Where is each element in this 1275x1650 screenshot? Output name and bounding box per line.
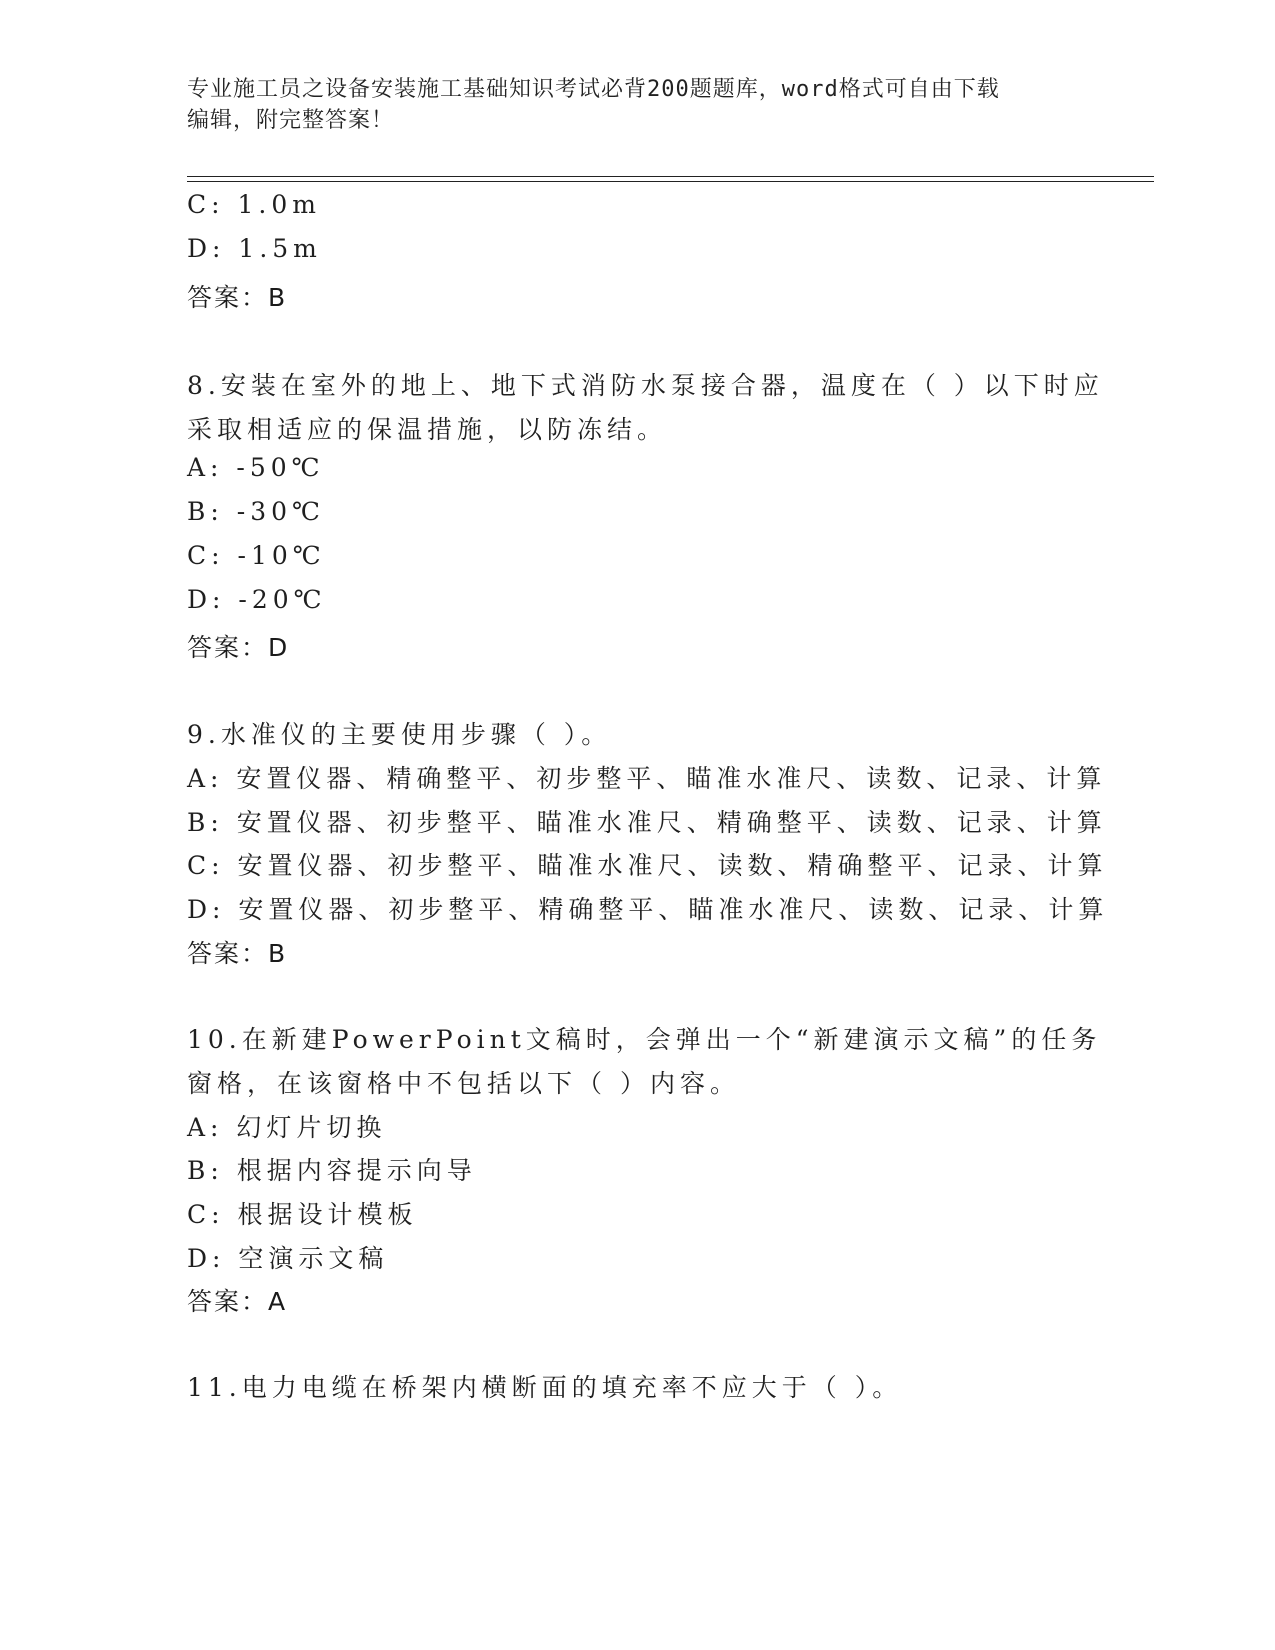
- answer-label: 答案：A: [187, 1287, 288, 1316]
- option-a: A: 安置仪器、精确整平、初步整平、瞄准水准尺、读数、记录、计算: [187, 764, 1107, 793]
- option-c: C: 根据设计模板: [187, 1200, 418, 1229]
- option-d: D: 安置仪器、初步整平、精确整平、瞄准水准尺、读数、记录、计算: [187, 895, 1109, 924]
- question-stem-line: 采取相适应的保温措施，以防冻结。: [187, 415, 668, 444]
- option-c: C: 安置仪器、初步整平、瞄准水准尺、读数、精确整平、记录、计算: [187, 851, 1108, 880]
- answer-label: 答案：D: [187, 633, 290, 662]
- option-c: C: 1.0m: [187, 190, 321, 219]
- question-stem-line: 窗格，在该窗格中不包括以下（ ）内容。: [187, 1069, 740, 1098]
- question-stem-line: 9.水准仪的主要使用步骤（ ）。: [187, 720, 612, 749]
- option-d: D: 空演示文稿: [187, 1244, 389, 1273]
- header-title-line-2: 编辑，附完整答案！: [187, 108, 395, 133]
- header-title-line-1: 专业施工员之设备安装施工基础知识考试必背200题题库，word格式可自由下载: [187, 77, 1000, 102]
- document-header: [187, 74, 1067, 136]
- question-stem-line: 11.电力电缆在桥架内横断面的填充率不应大于（ ）。: [187, 1373, 903, 1402]
- option-b: B: 根据内容提示向导: [187, 1156, 477, 1185]
- question-stem-line: 10.在新建PowerPoint文稿时，会弹出一个“新建演示文稿”的任务: [187, 1025, 1102, 1054]
- answer-label: 答案：B: [187, 283, 288, 312]
- option-b: B: -30℃: [187, 497, 325, 526]
- question-stem-line: 8.安装在室外的地上、地下式消防水泵接合器，温度在（ ）以下时应: [187, 371, 1104, 400]
- option-d: D: 1.5m: [187, 234, 322, 263]
- option-d: D: -20℃: [187, 585, 327, 614]
- option-b: B: 安置仪器、初步整平、瞄准水准尺、精确整平、读数、记录、计算: [187, 808, 1107, 837]
- option-a: A: -50℃: [187, 453, 325, 482]
- header-divider-top: [187, 176, 1154, 177]
- header-divider-bottom: [187, 181, 1154, 182]
- answer-label: 答案：B: [187, 939, 288, 968]
- option-c: C: -10℃: [187, 541, 326, 570]
- option-a: A: 幻灯片切换: [187, 1113, 387, 1142]
